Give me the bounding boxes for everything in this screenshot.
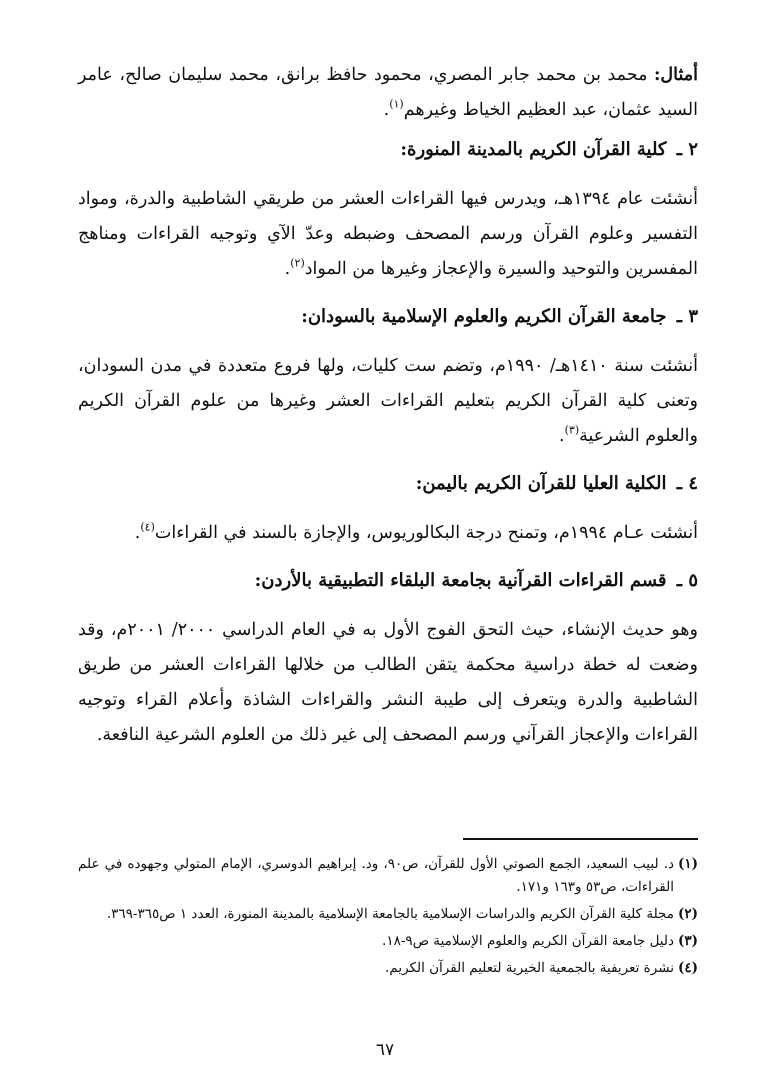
footnote-ref: (٣)	[564, 423, 580, 437]
section-paragraph: وهو حديث الإنشاء، حيث التحق الفوج الأول به في العام الدراسي ٢٠٠٠/ ٢٠٠١م، وقد وضعت له خطة دراسية محكمة يتقن الطالب من خلالها القراءات العشر من طريق الشاطبية والدرة ويتعرف إلى طيبة النشر والقراءات الشاذة وأعلام القراء وتوجيه القراءات والإعجاز القرآني ورسم المصحف إلى غير ذلك من العلوم الشرعية النافعة.	[78, 620, 698, 745]
section-heading	[78, 468, 698, 500]
section-title: كلية القرآن الكريم بالمدينة المنورة:	[400, 139, 667, 160]
footnote-ref: (٢)	[290, 256, 305, 270]
section-paragraph: أنشئت عام ١٣٩٤هـ، ويدرس فيها القراءات العشر من طريقي الشاطبية والدرة، ومواد التفسير وعلوم القرآن ورسم المصحف وضبطه وعدّ الآي وتوجيه القراءات ومناهج المفسرين والتوحيد والسيرة والإعجاز وغيرها من المواد$^{(٢)}$.	[78, 189, 698, 279]
section-number: ٥ ـ	[676, 570, 698, 591]
footnote-text: دليل جامعة القرآن الكريم والعلوم الإسلامية ص٩-١٨.	[382, 933, 674, 949]
section-paragraph: أنشئت سنة ١٤١٠هـ/ ١٩٩٠م، وتضم ست كليات، ولها فروع متعددة في مدن السودان، وتعنى كلية القرآن الكريم بتعليم القراءات العشر وغيرها من علوم القرآن الكريم والعلوم الشرعية$^{(٣)}$.	[78, 356, 698, 446]
section-heading	[78, 134, 698, 166]
page-body	[78, 58, 698, 976]
section-number: ٢ ـ	[676, 139, 698, 160]
footnote-mark: (٢)	[677, 906, 698, 922]
intro-text: محمد بن محمد جابر المصري، محمود حافظ برانق، محمد سليمان صالح، عامر السيد عثمان، عبد العظيم الخياط وغيرهم	[78, 65, 698, 120]
footnote	[78, 903, 698, 926]
section-paragraph: أنشئت عـام ١٩٩٤م، وتمنح درجة البكالوريوس، والإجازة بالسند في القراءات$^{(٤)}$.	[134, 520, 698, 543]
section-heading	[78, 301, 698, 333]
section-number: ٤ ـ	[676, 473, 698, 494]
footnote-divider	[463, 838, 698, 840]
footnote-text: نشرة تعريفية بالجمعية الخيرية لتعليم القرآن الكريم.	[385, 960, 674, 976]
section-heading	[78, 565, 698, 597]
footnote-text: د. لبيب السعيد، الجمع الصوتي الأول للقرآن، ص٩٠، ود. إبراهيم الدوسري، الإمام المتولي وجهوده في علم القراءات، ص٥٣ و١٦٣ و١٧١.	[78, 856, 674, 895]
intro-label: أمثال:	[653, 65, 698, 85]
section-title: قسم القراءات القرآنية بجامعة البلقاء التطبيقية بالأردن:	[254, 570, 667, 591]
footnotes	[78, 853, 698, 984]
footnote	[78, 957, 698, 980]
section-number: ٣ ـ	[676, 306, 698, 327]
footnote	[78, 930, 698, 953]
footnote-mark: (٤)	[677, 960, 698, 976]
footnote-mark: (٣)	[677, 933, 698, 949]
page-number: ٦٧	[375, 1040, 395, 1060]
footnote-ref: (٤)	[140, 520, 155, 534]
section-title: جامعة القرآن الكريم والعلوم الإسلامية بالسودان:	[301, 306, 667, 327]
intro-paragraph: أمثال: محمد بن محمد جابر المصري، محمود حافظ برانق، محمد سليمان صالح، عامر السيد عثمان، عبد العظيم الخياط وغيرهم$^{(١)}$.	[78, 65, 698, 120]
section-title: الكلية العليا للقرآن الكريم باليمن:	[415, 473, 667, 494]
footnote	[78, 853, 698, 899]
footnote-mark: (١)	[677, 856, 698, 872]
footnote-text: مجلة كلية القرآن الكريم والدراسات الإسلامية بالجامعة الإسلامية بالمدينة المنورة، العدد ١ ص٣٦٥-٣٦٩.	[106, 906, 674, 922]
footnote-ref: (١)	[389, 97, 404, 111]
